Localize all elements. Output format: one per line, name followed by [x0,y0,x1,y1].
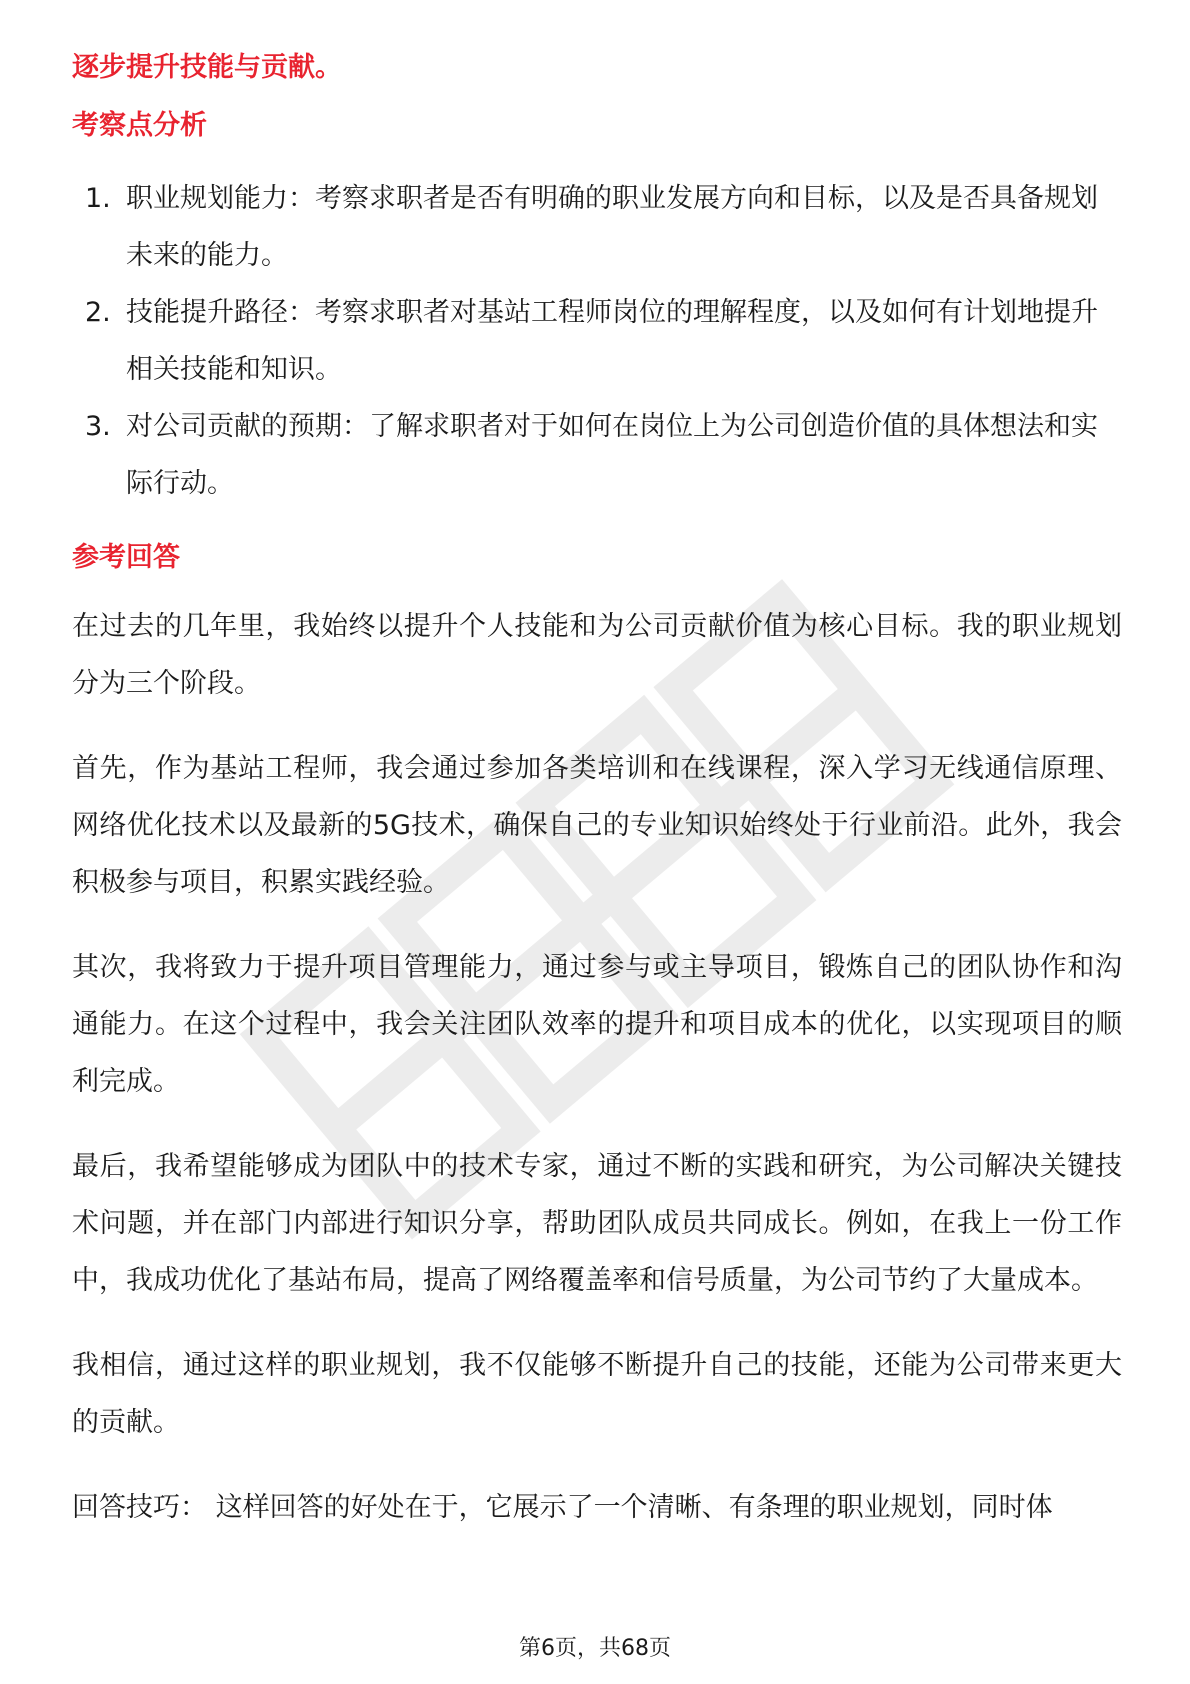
list-item-text: 对公司贡献的预期：了解求职者对于如何在岗位上为公司创造价值的具体想法和实际行动。 [126,411,1098,499]
list-item [72,398,1122,512]
list-item-text: 技能提升路径：考察求职者对基站工程师岗位的理解程度，以及如何有计划地提升相关技能和知识。 [126,297,1098,385]
document-page [72,40,1122,1536]
answer-paragraph: 我相信，通过这样的职业规划，我不仅能够不断提升自己的技能，还能为公司带来更大的贡献。 [72,1350,1122,1438]
section-heading-continued: 逐步提升技能与贡献。 [72,52,342,83]
section-heading-answer: 参考回答 [72,542,180,573]
list-item [72,284,1122,398]
list-item [72,170,1122,284]
list-item-number: 2. [85,297,111,328]
answer-paragraph: 最后，我希望能够成为团队中的技术专家，通过不断的实践和研究，为公司解决关键技术问题，并在部门内部进行知识分享，帮助团队成员共同成长。例如，在我上一份工作中，我成功优化了基站布局，提高了网络覆盖率和信号质量，为公司节约了大量成本。 [72,1151,1122,1296]
answer-paragraph: 其次，我将致力于提升项目管理能力，通过参与或主导项目，锻炼自己的团队协作和沟通能力。在这个过程中，我会关注团队效率的提升和项目成本的优化，以实现项目的顺利完成。 [72,952,1122,1097]
list-item-text: 职业规划能力：考察求职者是否有明确的职业发展方向和目标，以及是否具备规划未来的能力。 [126,183,1098,271]
answer-tips-paragraph: 回答技巧： 这样回答的好处在于，它展示了一个清晰、有条理的职业规划，同时体 [72,1492,1053,1523]
answer-paragraph: 首先，作为基站工程师，我会通过参加各类培训和在线课程，深入学习无线通信原理、网络优化技术以及最新的5G技术，确保自己的专业知识始终处于行业前沿。此外，我会积极参与项目，积累实践经验。 [72,753,1122,898]
page-footer: 第6页，共68页 [519,1636,671,1661]
list-item-number: 3. [85,411,111,442]
list-item-number: 1. [85,183,111,214]
answer-paragraph: 在过去的几年里，我始终以提升个人技能和为公司贡献价值为核心目标。我的职业规划分为三个阶段。 [72,611,1122,699]
section-heading-analysis: 考察点分析 [72,110,207,141]
analysis-points-list [72,170,1122,512]
